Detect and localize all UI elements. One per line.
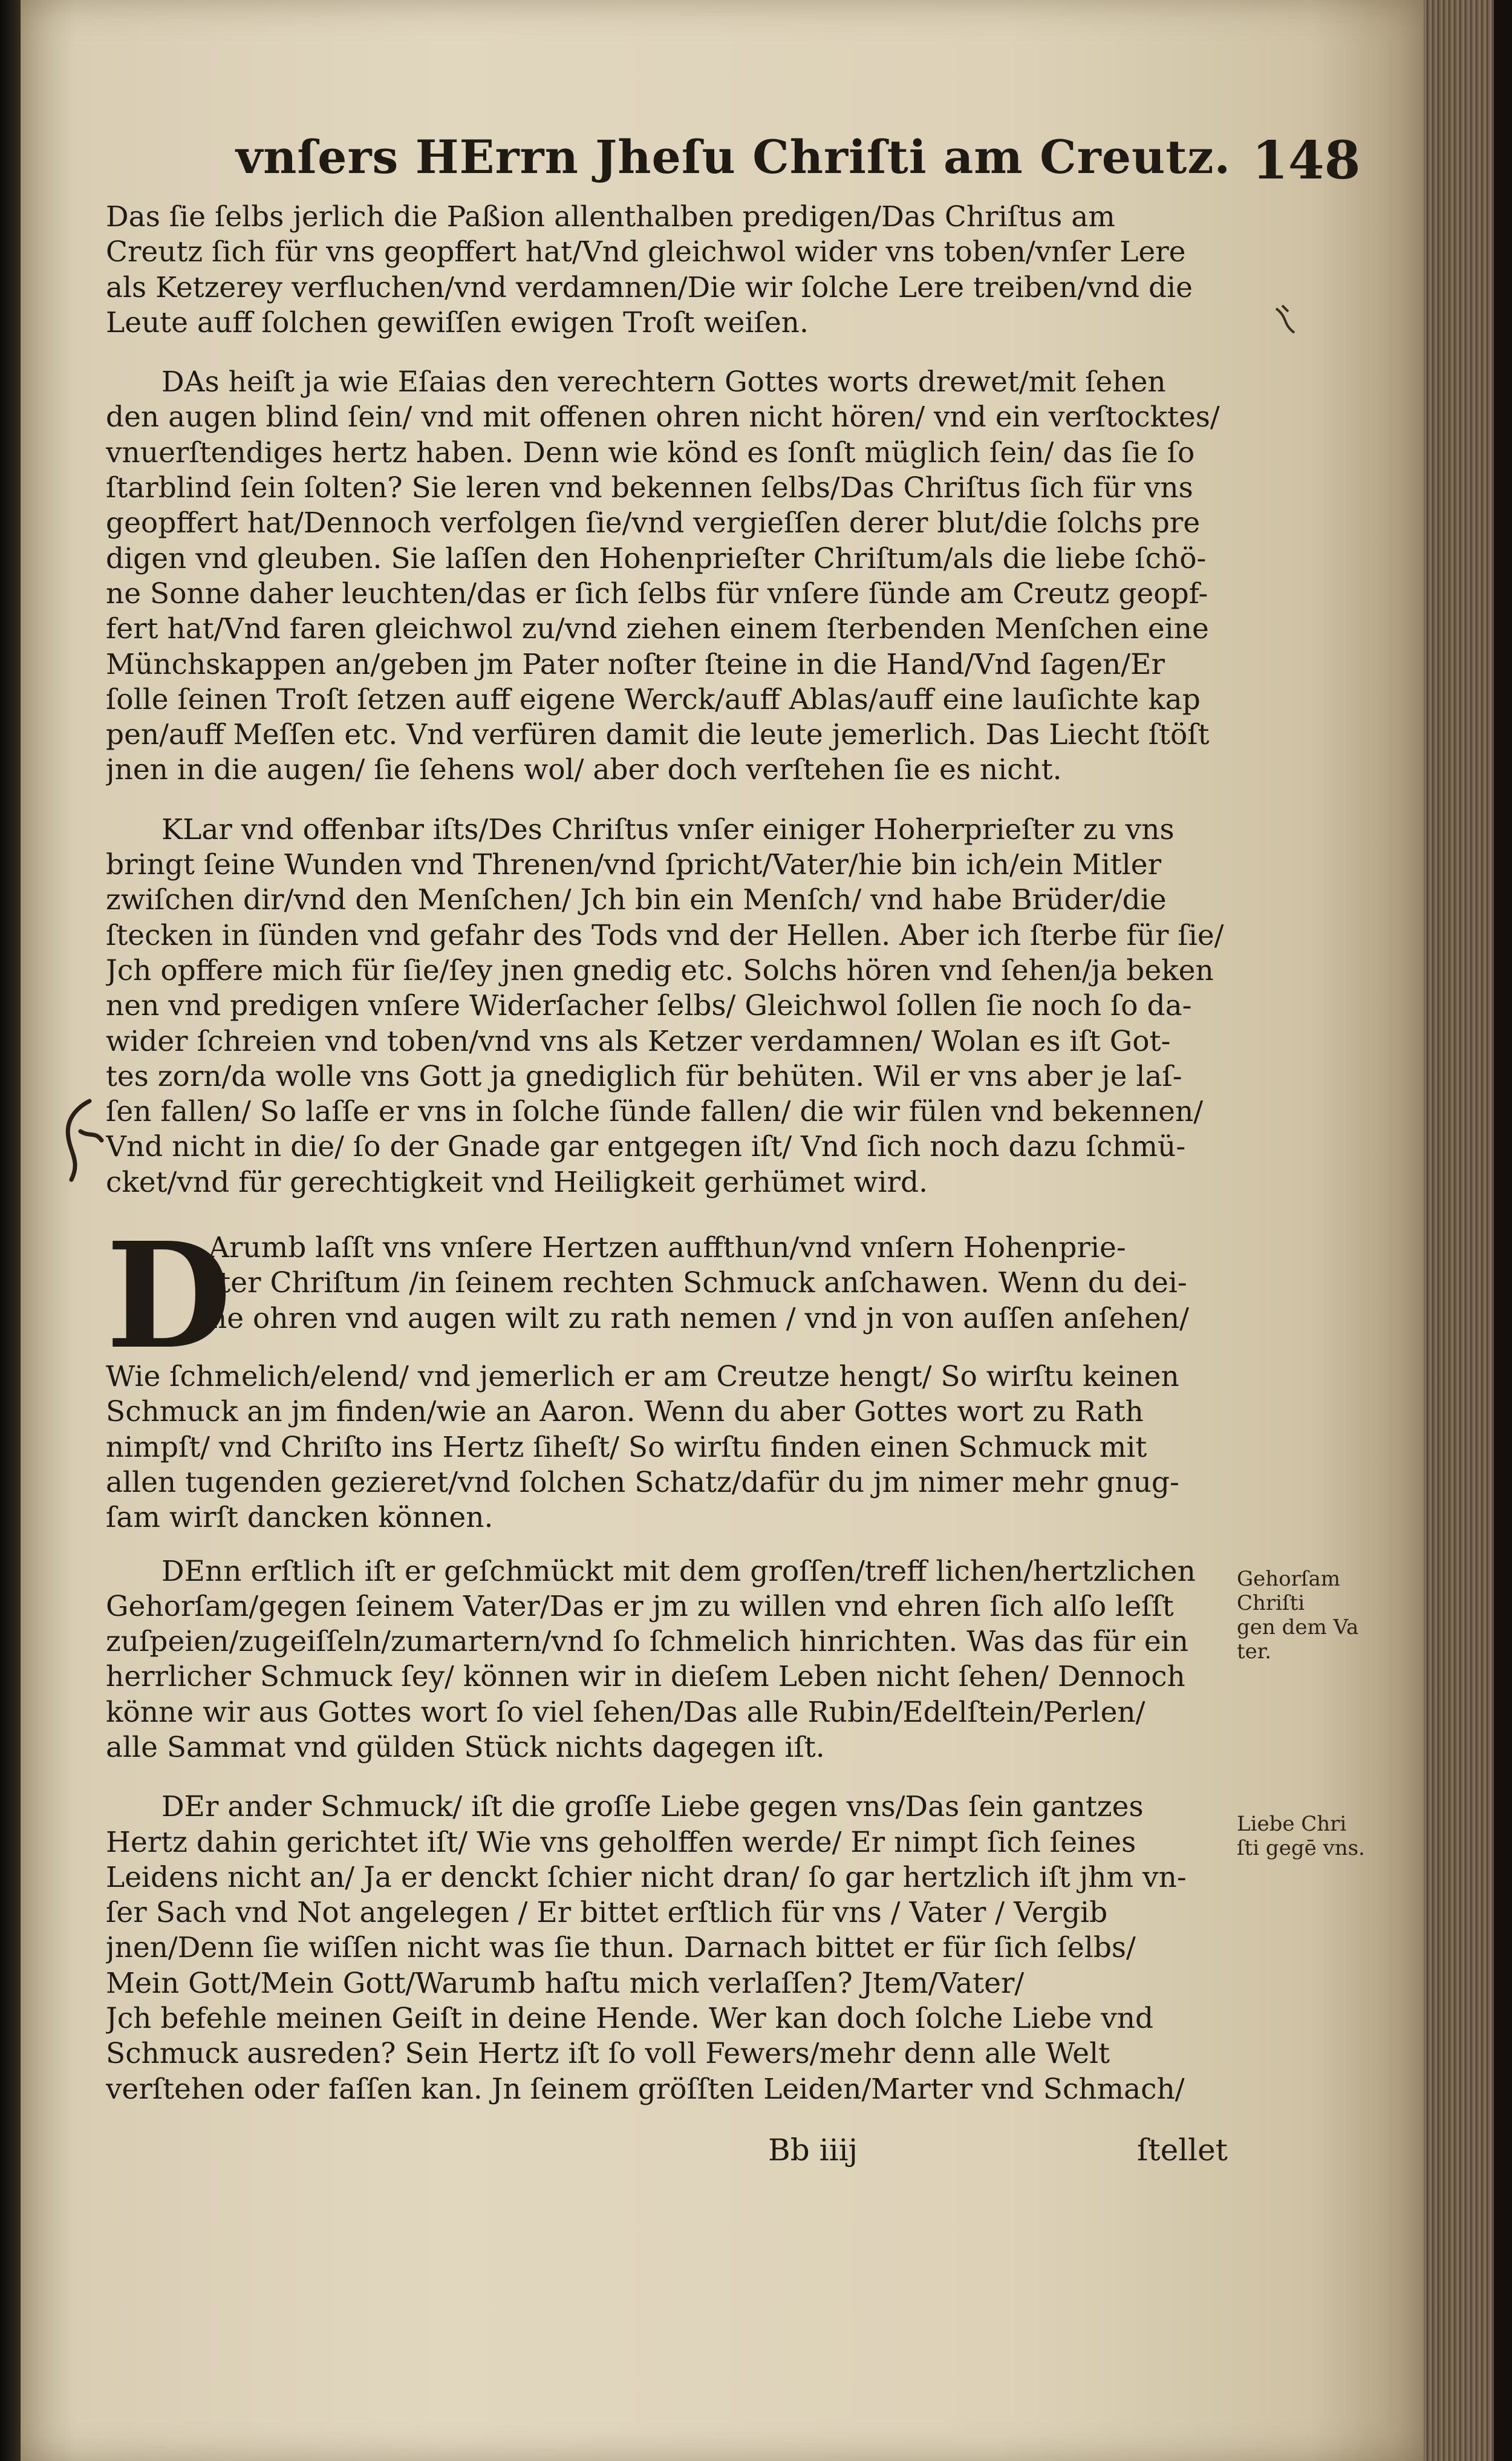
- text-line: zuſpeien/zugeiſſeln/zumartern/vnd ſo ſchmelich hinrichten. Was das für ein: [106, 1625, 1188, 1659]
- margin-note-line: Gehorſam: [1237, 1567, 1340, 1591]
- text-line: Leute auff ſolchen gewiſſen ewigen Troſt weiſen.: [106, 306, 809, 339]
- text-line: DEnn erſtlich iſt er geſchmückt mit dem groſſen/treff lichen/hertzlichen: [161, 1554, 1196, 1588]
- margin-note-line: gen dem Va: [1237, 1615, 1359, 1639]
- paragraph-gap: [106, 788, 1225, 812]
- margin-note-love: [1237, 1812, 1365, 1860]
- text-line: DEr ander Schmuck/ iſt die groſſe Liebe gegen vns/Das ſein gantzes: [161, 1790, 1144, 1824]
- margin-note-line: ſti gegē vns.: [1237, 1836, 1365, 1860]
- text-line: ſtarblind ſein ſolten? Sie leren vnd bekennen ſelbs/Das Chriſtus ſich für vns: [106, 471, 1193, 505]
- text-line: Das ſie ſelbs jerlich die Paßion allenthalben predigen/Das Chriſtus am: [106, 200, 1115, 234]
- text-line: ſtecken in ſünden vnd gefahr des Tods vnd der Hellen. Aber ich ſterbe für ſie/: [106, 918, 1224, 952]
- text-line: jnen in die augen/ ſie ſehens wol/ aber doch verſtehen ſie es nicht.: [106, 753, 1062, 787]
- text-line: ſolle ſeinen Troſt ſetzen auff eigene Werck/auff Ablas/auff eine lauſichte kap: [106, 682, 1201, 716]
- margin-note-line: ter.: [1237, 1639, 1272, 1664]
- text-line: digen vnd gleuben. Sie laſſen den Hohenprieſter Chriſtum/als die liebe ſchö-: [106, 541, 1207, 575]
- paragraph-gap: [106, 1200, 1225, 1224]
- text-line: alle Sammat vnd gülden Stück nichts dagegen iſt.: [106, 1730, 825, 1764]
- text-line: Hertz dahin gerichtet iſt/ Wie vns geholffen werde/ Er nimpt ſich ſeines: [106, 1825, 1136, 1859]
- paragraph-2: [106, 365, 1225, 788]
- text-line: fert hat/Vnd faren gleichwol zu/vnd ziehen einem ſterbenden Menſchen eine: [106, 612, 1209, 646]
- running-header: vnſers HErrn Jheſu Chriſti am Creutz.: [236, 130, 1231, 184]
- book-edge-shadow: [1494, 0, 1512, 2461]
- text-line: Schmuck ausreden? Sein Hertz iſt ſo voll Fewers/mehr denn alle Welt: [106, 2037, 1110, 2071]
- text-line: Wie ſchmelich/elend/ vnd jemerlich er am Creutze hengt/ So wirſtu keinen: [106, 1360, 1179, 1394]
- text-line: Münchskappen an/geben jm Pater noſter ſteine in die Hand/Vnd ſagen/Er: [106, 647, 1165, 681]
- text-line: Schmuck an jm finden/wie an Aaron. Wenn du aber Gottes wort zu Rath: [106, 1395, 1144, 1429]
- text-body: [106, 200, 1225, 2107]
- paragraph-with-initial: [106, 1211, 1225, 1535]
- text-line: vnuerſtendiges hertz haben. Denn wie könd es ſonſt müglich ſein/ das ſie ſo: [106, 436, 1195, 469]
- paragraph-3: [106, 812, 1225, 1200]
- text-line: nen vnd predigen vnſere Widerſacher ſelbs/ Gleichwol ſollen ſie noch ſo da-: [106, 989, 1192, 1023]
- text-line: ſer Sach vnd Not angelegen / Er bittet erſtlich für vns / Vater / Vergib: [106, 1896, 1108, 1930]
- paragraph-1: [106, 200, 1225, 341]
- text-line: tes zorn/da wolle vns Gott ja gnediglich für behüten. Wil er vns aber je laſ-: [106, 1059, 1182, 1093]
- marginal-flourish: [1270, 302, 1306, 339]
- text-line: Arumb laſſt vns vnſere Hertzen auffthun/vnd vnſern Hohenprie-: [209, 1231, 1126, 1265]
- text-line: allen tugenden gezieret/vnd ſolchen Schatz/dafür du jm nimer mehr gnug-: [106, 1465, 1179, 1499]
- text-line: DAs heiſt ja wie Eſaias den verechtern Gottes worts drewet/mit ſehen: [161, 365, 1166, 399]
- text-line: Mein Gott/Mein Gott/Warumb haſtu mich verlaſſen? Jtem/Vater/: [106, 1966, 1025, 2000]
- text-line: pen/auff Meſſen etc. Vnd verfüren damit die leute jemerlich. Das Liecht ſtöſt: [106, 718, 1210, 752]
- text-line: bringt ſeine Wunden vnd Threnen/vnd ſpricht/Vater/hie bin ich/ein Mitler: [106, 848, 1162, 882]
- decorated-initial: D: [106, 1211, 232, 1382]
- text-line: geopffert hat/Dennoch verfolgen ſie/vnd vergieſſen derer blut/die ſolchs pre: [106, 506, 1201, 540]
- paragraph-gap: [106, 1765, 1225, 1789]
- text-line: Gehorſam/gegen ſeinem Vater/Das er jm zu willen vnd ehren ſich alſo leſſt: [106, 1589, 1174, 1623]
- paragraph-5: [106, 1789, 1225, 2107]
- text-line: Leidens nicht an/ Ja er denckt ſchier nicht dran/ ſo gar hertzlich iſt jhm vn-: [106, 1860, 1187, 1894]
- text-line: nimpſt/ vnd Chriſto ins Hertz ſiheſt/ So wirſtu finden einen Schmuck mit: [106, 1430, 1147, 1464]
- text-line: jnen/Denn ſie wiſſen nicht was ſie thun. Darnach bittet er für ſich ſelbs/: [106, 1931, 1136, 1965]
- margin-note-obedience: [1237, 1567, 1358, 1664]
- folio-number: 148: [1252, 130, 1361, 191]
- text-line: Creutz ſich für vns geopffert hat/Vnd gleichwol wider vns toben/vnſer Lere: [106, 235, 1186, 269]
- text-line: Jch befehle meinen Geiſt in deine Hende. Wer kan doch ſolche Liebe vnd: [106, 2002, 1154, 2036]
- text-line: ſter Chriſtum /in ſeinem rechten Schmuck anſchawen. Wenn du dei-: [209, 1266, 1187, 1300]
- text-line: könne wir aus Gottes wort ſo viel ſehen/Das alle Rubin/Edelſtein/Perlen/: [106, 1695, 1145, 1729]
- paragraph-gap: [106, 341, 1225, 365]
- text-line: cket/vnd für gerechtigkeit vnd Heiligkeit gerhümet wird.: [106, 1165, 928, 1199]
- text-line: herrlicher Schmuck ſey/ können wir in dieſem Leben nicht ſehen/ Dennoch: [106, 1660, 1185, 1694]
- margin-note-line: Chriſti: [1237, 1591, 1305, 1615]
- text-line: ſen fallen/ So laſſe er vns in ſolche ſünde fallen/ die wir fülen vnd bekennen/: [106, 1095, 1204, 1129]
- margin-note-line: Liebe Chri: [1237, 1812, 1347, 1836]
- text-line: den augen blind ſein/ vnd mit offenen ohren nicht hören/ vnd ein verſtocktes/: [106, 400, 1220, 434]
- text-line: zwiſchen dir/vnd den Menſchen/ Jch bin ein Menſch/ vnd habe Brüder/die: [106, 883, 1167, 917]
- paragraph-gap: [106, 1536, 1225, 1554]
- text-line: ne ohren vnd augen wilt zu rath nemen / vnd jn von auſſen anſehen/: [209, 1301, 1189, 1335]
- text-line: ſam wirſt dancken können.: [106, 1501, 494, 1535]
- text-line: KLar vnd offenbar iſts/Des Chriſtus vnſer einiger Hoherprieſter zu vns: [161, 812, 1175, 846]
- paragraph-4: [106, 1554, 1225, 1766]
- text-line: Vnd nicht in die/ ſo der Gnade gar entgegen iſt/ Vnd ſich noch dazu ſchmü-: [106, 1130, 1186, 1164]
- manicule-icon: [53, 1095, 108, 1186]
- text-line: verſtehen oder faſſen kan. Jn ſeinem gröſſten Leiden/Marter vnd Schmach/: [106, 2072, 1185, 2106]
- text-line: wider ſchreien vnd toben/vnd vns als Ketzer verdamnen/ Wolan es iſt Got-: [106, 1024, 1171, 1058]
- text-line: als Ketzerey verfluchen/vnd verdamnen/Die wir ſolche Lere treiben/vnd die: [106, 270, 1193, 304]
- text-line: ne Sonne daher leuchten/das er ſich ſelbs für vnſere ſünde am Creutz geopf-: [106, 577, 1208, 610]
- text-line: Jch opffere mich für ſie/ſey jnen gnedig etc. Solchs hören vnd ſehen/ja beken: [106, 953, 1214, 987]
- signature-mark: Bb iiij: [768, 2133, 858, 2168]
- catchword: ſtellet: [1137, 2133, 1228, 2168]
